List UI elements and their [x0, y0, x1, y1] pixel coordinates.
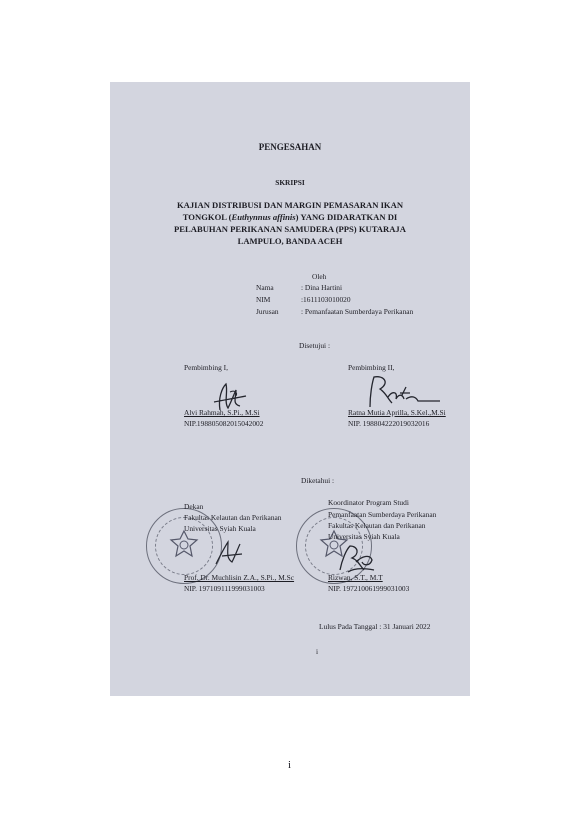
dekan-line-3: Universitas Syiah Kuala — [184, 524, 256, 533]
koordinator-nip: NIP. 197210061999031003 — [328, 584, 410, 593]
identity-label-nama: Nama — [256, 283, 274, 292]
koordinator-line-2: Pemanfaatan Sumberdaya Perikanan — [328, 510, 437, 519]
pembimbing2-nip: NIP. 198804222019032016 — [348, 419, 430, 428]
pembimbing2-name: Ratna Mutia Aprilla, S.Kel.,M.Si — [348, 408, 446, 417]
pembimbing2-role: Pembimbing II, — [348, 363, 395, 372]
title-line-2-b: ) YANG DIDARATKAN DI — [295, 212, 398, 222]
signature-dekan — [210, 538, 246, 568]
title-line-4: LAMPULO, BANDA ACEH — [237, 236, 343, 246]
koordinator-line-4: Universitas Syiah Kuala — [328, 532, 400, 541]
title-line-2 — [110, 212, 470, 222]
oleh-label: Oleh — [312, 272, 327, 281]
title-line-2-a: TONGKOL ( — [182, 212, 232, 222]
doc-type: SKRIPSI — [275, 178, 305, 187]
title-line-1: KAJIAN DISTRIBUSI DAN MARGIN PEMASARAN IKAN — [176, 200, 404, 210]
dekan-line-2: Fakultas Kelautan dan Perikanan — [184, 513, 282, 522]
pembimbing1-nip: NIP.198805082015042002 — [184, 419, 264, 428]
signature-pembimbing2 — [362, 373, 442, 411]
koordinator-line-1: Koordinator Program Studi — [328, 498, 409, 507]
diketahui-label: Diketahui : — [301, 476, 335, 485]
identity-value-nama: : Dina Hartini — [301, 283, 343, 292]
page-number: i — [287, 759, 292, 771]
dekan-nip: NIP. 197109111999031003 — [184, 584, 265, 593]
koordinator-line-3: Fakultas Kelautan dan Perikanan — [328, 521, 426, 530]
pembimbing1-role: Pembimbing I, — [184, 363, 228, 372]
pembimbing1-name: Alvi Rahmah, S.Pi., M.Si — [184, 408, 260, 417]
identity-value-jurusan: : Pemanfaatan Sumberdaya Perikanan — [301, 307, 414, 316]
inner-page-number: i — [316, 647, 319, 656]
dekan-name: Prof. Dr. Muchlisin Z.A., S.Pi., M.Sc — [184, 573, 295, 582]
scanned-approval-page — [110, 82, 470, 696]
species-name: Euthynnus affinis — [231, 212, 296, 222]
graduation-date: Lulus Pada Tanggal : 31 Januari 2022 — [319, 622, 431, 631]
identity-value-nim: :1611103010020 — [301, 295, 351, 304]
signature-koordinator — [334, 542, 378, 576]
disetujui-label: Disetujui : — [299, 341, 330, 350]
title-line-3: PELABUHAN PERIKANAN SAMUDERA (PPS) KUTARAJA — [174, 224, 406, 234]
heading: PENGESAHAN — [258, 142, 322, 152]
koordinator-name: Rizwan, S.T., M.T — [328, 573, 383, 582]
identity-label-nim: NIM — [256, 295, 271, 304]
seal-emblem-left — [168, 529, 200, 561]
dekan-line-1: Dekan — [184, 502, 204, 511]
identity-label-jurusan: Jurusan — [256, 307, 279, 316]
